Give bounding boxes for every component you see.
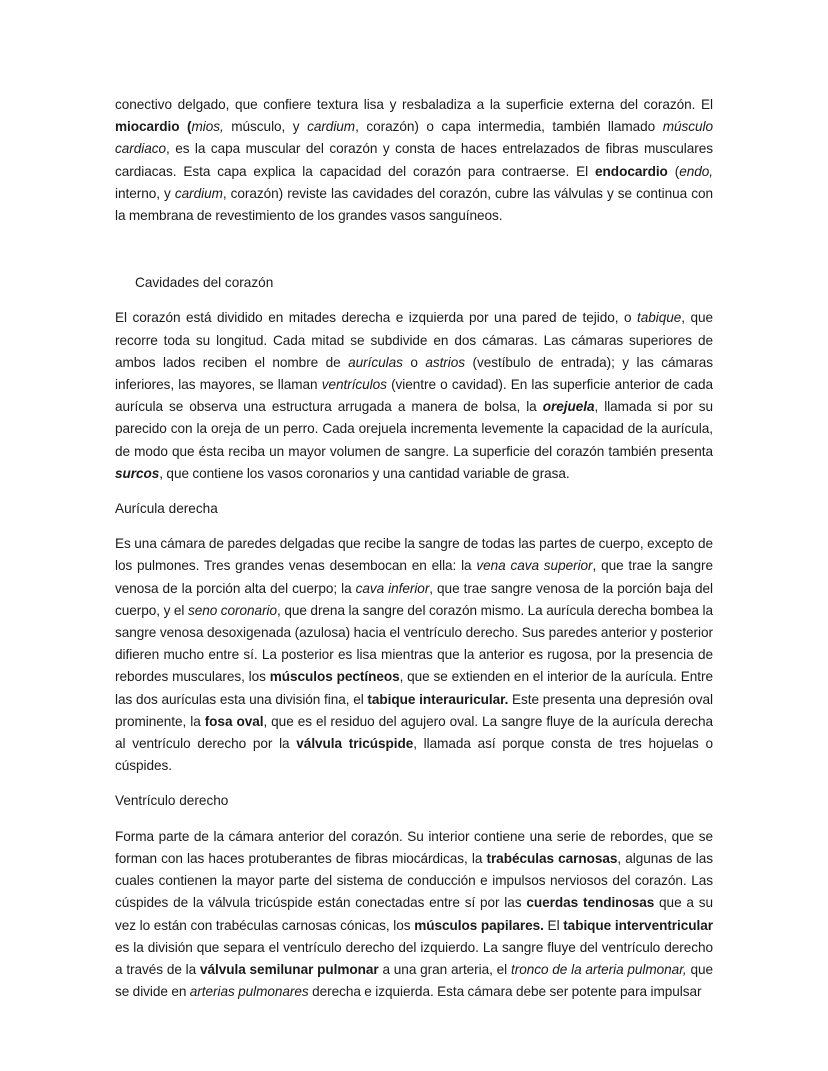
paragraph-auricula-derecha <box>115 533 713 777</box>
heading-auricula-derecha: Aurícula derecha <box>115 501 218 517</box>
text-run: , que trae la sangre venosa de la porción alta del cuerpo; la <box>115 558 714 596</box>
term-musculos-pectineos: músculos pectíneos <box>269 669 400 685</box>
term-valvula-semilunar-pulmonar: válvula semilunar pulmonar <box>199 961 379 977</box>
text-run: interno, y <box>115 185 175 201</box>
term-miocardio: miocardio ( <box>115 119 192 135</box>
text-run: , que es el residuo del agujero oval. La sangre fluye de la aurícula derecha al ventrículo derecho por la <box>115 713 713 752</box>
text-run: que a su vez lo están con trabéculas carnosas cónicas, los <box>115 895 713 933</box>
term-cuerdas-tendinosas: cuerdas tendinosas <box>526 895 655 911</box>
term-tabique: tabique <box>636 310 682 326</box>
paragraph-miocardio <box>115 94 713 227</box>
text-run: Es una cámara de paredes delgadas que recibe la sangre de todas las partes de cuerpo, excepto de los pulmones. Tres grandes venas desembocan en ella: la <box>115 536 713 574</box>
term-endo: endo, <box>679 163 713 179</box>
term-mios: mios, <box>191 119 224 135</box>
text-run: o <box>402 354 426 370</box>
text-run: Este presenta una depresión oval prominente, la <box>115 691 713 729</box>
text-run: músculo, y <box>223 119 308 135</box>
text-run: ( <box>667 163 680 179</box>
heading-ventriculo-derecho: Ventrículo derecho <box>115 793 229 809</box>
text-run: (vientre o cavidad). En las superficie anterior de cada aurícula se observa una estructura arrugada a manera de bolsa, la <box>115 377 713 415</box>
term-tronco-arteria-pulmonar: tronco de la arteria pulmonar, <box>510 961 687 977</box>
term-trabeculas-carnosas: trabéculas carnosas <box>486 850 618 866</box>
text-run: , que contiene los vasos coronarios y una cantidad variable de grasa. <box>159 465 570 481</box>
term-valvula-tricuspide: válvula tricúspide <box>296 736 414 752</box>
term-musculos-papilares: músculos papilares. <box>414 917 544 933</box>
term-astrios: astrios <box>425 354 466 370</box>
term-tabique-interventricular: tabique interventricular <box>563 917 714 933</box>
term-auriculas: aurículas <box>348 354 403 370</box>
term-musculo-cardiaco: músculo cardiaco <box>115 119 713 157</box>
text-run: , llamada si por su parecido con la oreja de un perro. Cada orejuela incrementa levemente la capacidad de la aurícula, de modo que ésta reciba un mayor volumen de sangre. La superficie del corazón también presenta <box>115 399 713 459</box>
text-run: , llamada así porque consta de tres hojuelas o cúspides. <box>115 736 713 774</box>
term-tabique-interauricular: tabique interauricular. <box>367 691 509 707</box>
text-run: que se divide en <box>115 961 713 1000</box>
term-vena-cava-superior: vena cava superior <box>476 558 593 574</box>
text-run: Forma parte de la cámara anterior del corazón. Su interior contiene una serie de rebordes, que se forman con las haces protuberantes de fibras miocárdicas, la <box>115 828 713 866</box>
term-fosa-oval: fosa oval <box>204 713 264 729</box>
term-arterias-pulmonares: arterias pulmonares <box>189 984 309 1000</box>
term-ventriculos: ventrículos <box>321 377 387 393</box>
text-run: , es la capa muscular del corazón y consta de haces entrelazados de fibras musculares cardiacas. Esta capa explica la capacidad del corazón para contraerse. El <box>115 141 713 179</box>
text-run: conectivo delgado, que confiere textura lisa y resbaladiza a la superficie externa del corazón. El <box>115 97 713 112</box>
text-run: , que drena la sangre del corazón mismo. La aurícula derecha bombea la sangre venosa desoxigenada (azulosa) hacia el ventrículo derecho. Sus paredes anterior y posterior difieren mucho entre sí. La posterior es lisa mientras que la anterior es rugosa, por la presencia de rebordes musculares, los <box>115 602 713 685</box>
text-run: , que trae sangre venosa de la porción baja del cuerpo, y el <box>115 580 713 618</box>
term-orejuela: orejuela <box>542 399 595 415</box>
text-run: El corazón está dividido en mitades derecha e izquierda por una pared de tejido, o <box>115 310 637 326</box>
term-seno-coronario: seno coronario <box>187 602 278 618</box>
text-run: , que recorre toda su longitud. Cada mitad se subdivide en dos cámaras. Las cámaras superiores de ambos lados reciben el nombre de <box>115 310 713 370</box>
term-cardium: cardium <box>174 185 223 201</box>
paragraph-ventriculo-derecho <box>115 826 713 1004</box>
term-cardium: cardium <box>307 119 356 135</box>
document-page <box>115 94 713 1003</box>
text-run: , algunas de las cuales contienen la mayor parte del sistema de conducción e impulsos nerviosos del corazón. Las cúspides de la válvula tricúspide están conectadas entre sí por las <box>115 850 713 911</box>
term-cava-inferior: cava inferior <box>355 580 430 596</box>
text-run: , corazón) reviste las cavidades del corazón, cubre las válvulas y se continua con la membrana de revestimiento de los grandes vasos sanguíneos. <box>115 185 713 224</box>
text-run: a una gran arteria, el <box>378 961 511 977</box>
term-surcos: surcos <box>115 465 160 481</box>
heading-cavidades: Cavidades del corazón <box>135 275 274 291</box>
text-run: (vestíbulo de entrada); y las cámaras inferiores, las mayores, se llaman <box>115 354 713 393</box>
text-run: , que se extienden en el interior de la aurícula. Entre las dos aurículas esta una división fina, el <box>115 669 713 707</box>
text-run: , corazón) o capa intermedia, también llamado <box>355 119 663 135</box>
term-endocardio: endocardio <box>595 163 668 179</box>
text-run: es la división que separa el ventrículo derecho del izquierdo. La sangre fluye del ventrículo derecho a través de la <box>115 939 713 977</box>
text-run: derecha e izquierda. Esta cámara debe ser potente para impulsar <box>308 984 702 1000</box>
paragraph-cavidades <box>115 307 713 485</box>
text-run: El <box>543 917 564 933</box>
